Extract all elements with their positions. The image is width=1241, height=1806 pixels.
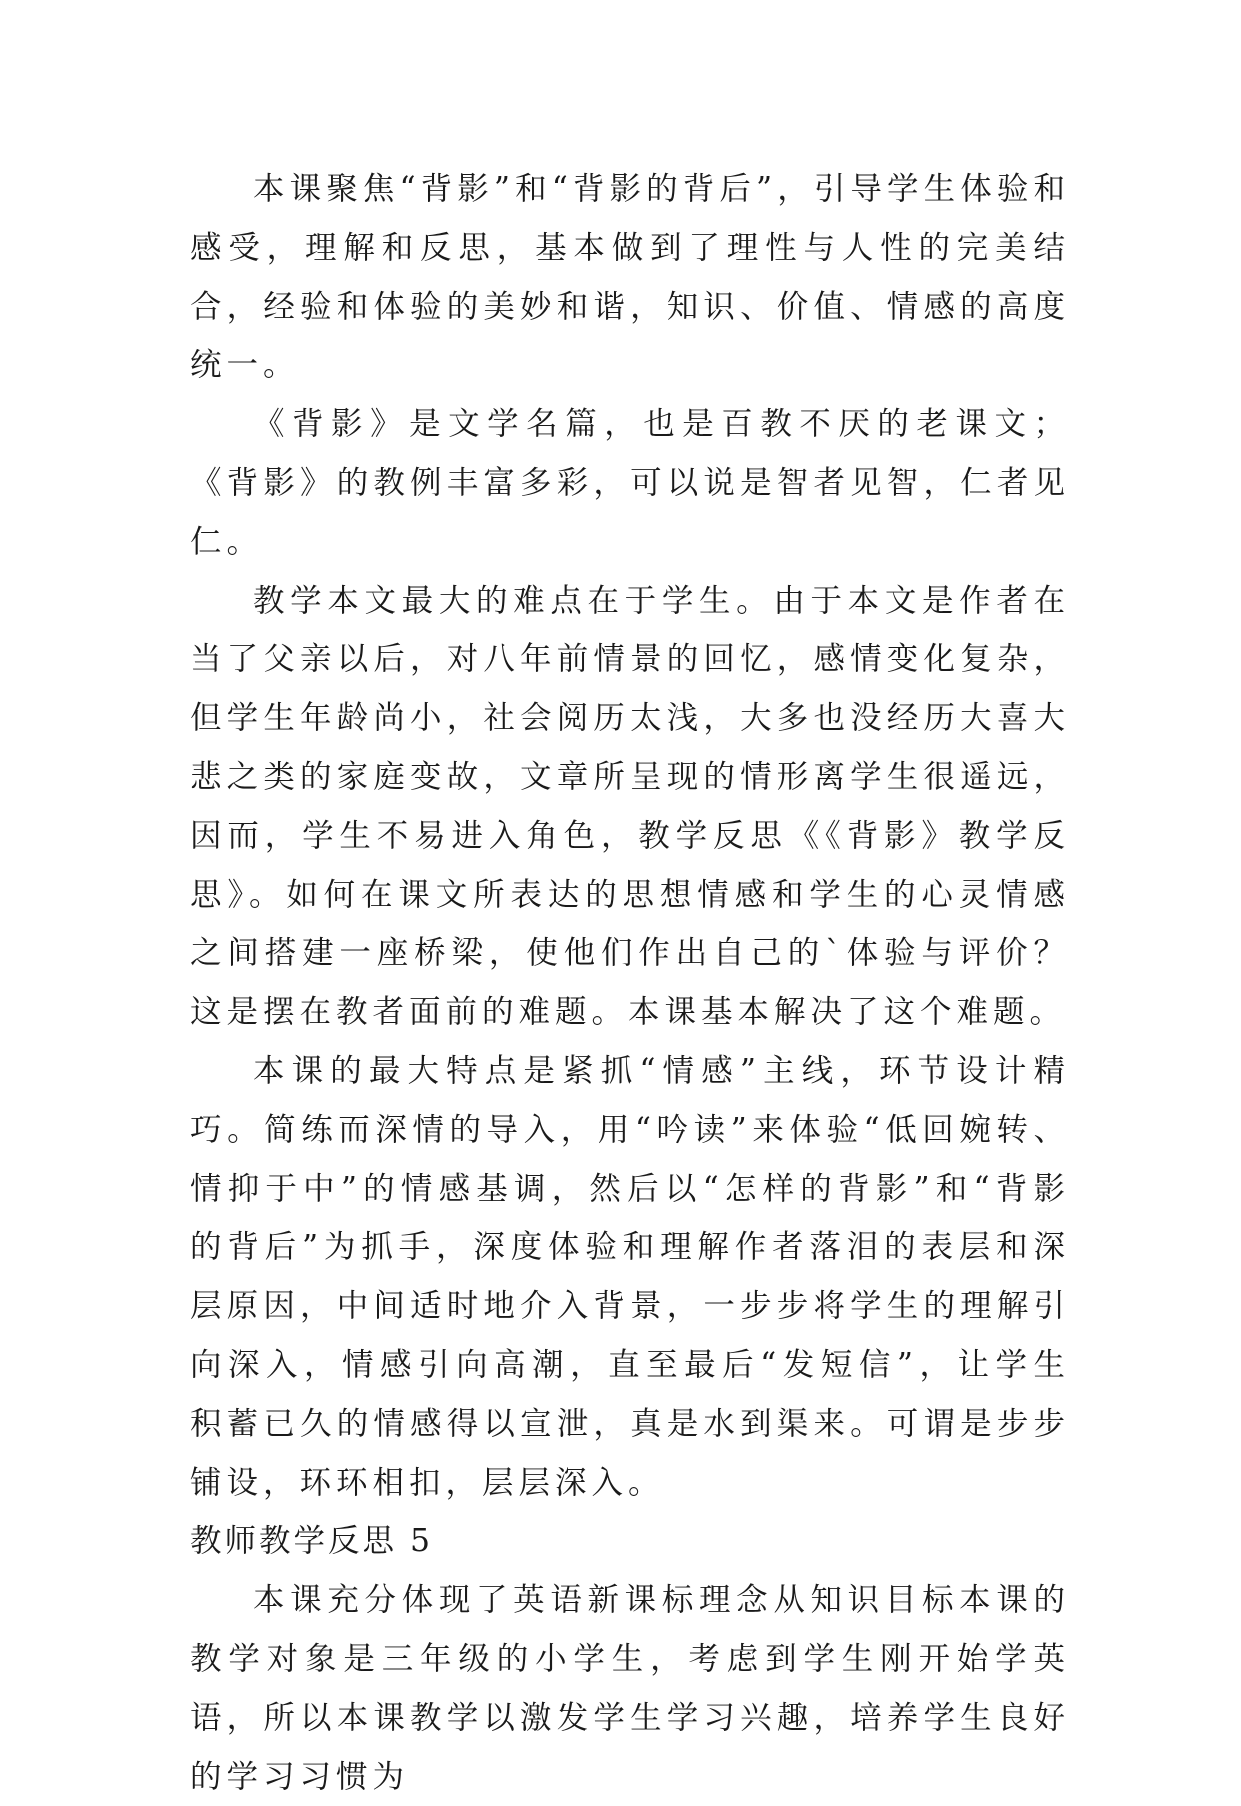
section-heading: 教师教学反思 5 — [190, 1523, 434, 1560]
paragraph-1: 本课聚焦“背影”和“背影的背后”，引导学生体验和感受，理解和反思，基本做到了理性与人性的完美结合，经验和体验的美妙和谐，知识、价值、情感的高度统一。 — [190, 171, 1070, 384]
paragraph-2: 《背影》是文学名篇，也是百教不厌的老课文；《背影》的教例丰富多彩，可以说是智者见智，仁者见仁。 — [190, 406, 1070, 560]
paragraph-4: 本课的最大特点是紧抓“情感”主线，环节设计精巧。简练而深情的导入，用“吟读”来体验“低回婉转、情抑于中”的情感基调，然后以“怎样的背影”和“背影的背后”为抓手，深度体验和理解作者落泪的表层和深层原因，中间适时地介入背景，一步步将学生的理解引向深入，情感引向高潮，直至最后“发短信”，让学生积蓄已久的情感得以宣泄，真是水到渠来。可谓是步步铺设，环环相扣，层层深入。 — [190, 1052, 1070, 1501]
document-body — [190, 160, 1070, 1806]
paragraph-3: 教学本文最大的难点在于学生。由于本文是作者在当了父亲以后，对八年前情景的回忆，感情变化复杂，但学生年龄尚小，社会阅历太浅，大多也没经历大喜大悲之类的家庭变故，文章所呈现的情形离学生很遥远，因而，学生不易进入角色，教学反思《《背影》教学反思》。如何在课文所表达的思想情感和学生的心灵情感之间搭建一座桥梁，使他们作出自己的`体验与评价？这是摆在教者面前的难题。本课基本解决了这个难题。 — [190, 582, 1070, 1031]
paragraph-5: 本课充分体现了英语新课标理念从知识目标本课的教学对象是三年级的小学生，考虑到学生刚开始学英语，所以本课教学以激发学生学习兴趣，培养学生良好的学习习惯为 — [190, 1582, 1070, 1795]
